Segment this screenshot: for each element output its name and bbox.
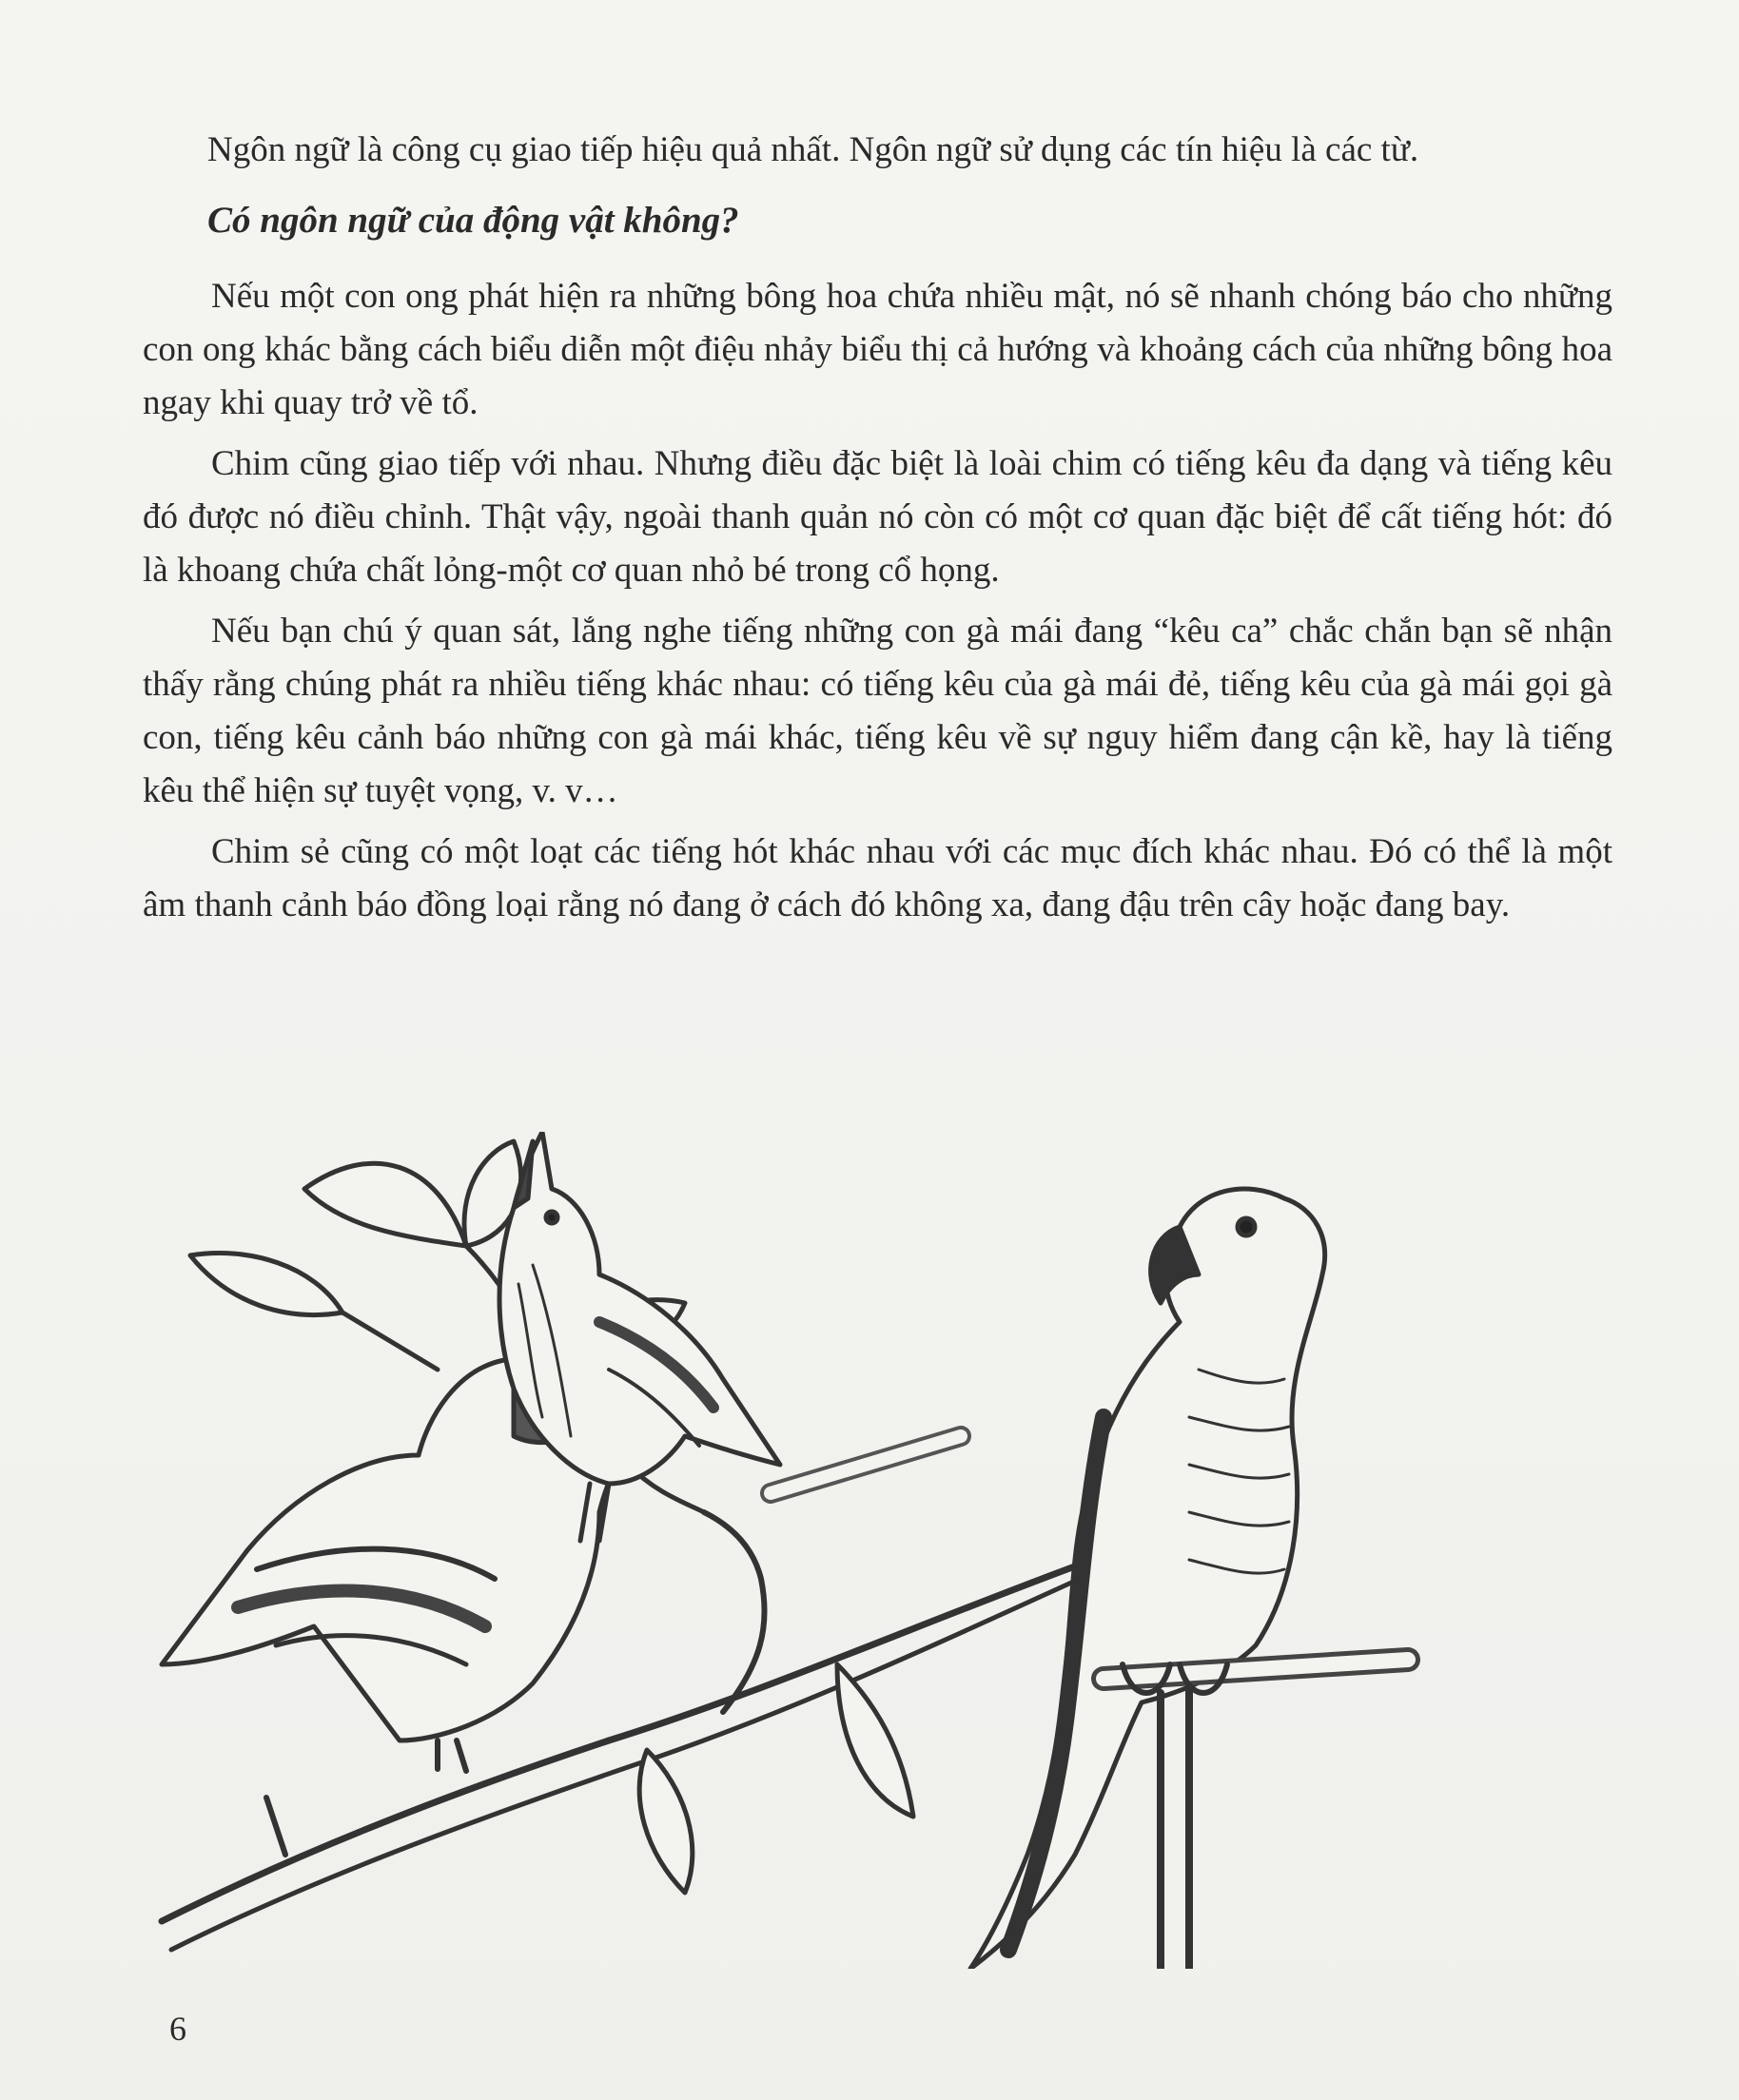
paragraph-bee: Nếu một con ong phát hiện ra những bông hoa chứa nhiều mật, nó sẽ nhanh chóng báo cho những con ong khác bằng cách biểu diễn một điệu nhảy biểu thị cả hướng và khoảng cách của những bông hoa ngay khi quay trở về tổ. (143, 277, 1612, 422)
intro-paragraph: Ngôn ngữ là công cụ giao tiếp hiệu quả nhất. Ngôn ngữ sử dụng các tín hiệu là các từ. (207, 130, 1419, 169)
page-number: 6 (169, 2010, 186, 2048)
text-block (143, 124, 1612, 940)
paragraph-birds: Chim cũng giao tiếp với nhau. Nhưng điều đặc biệt là loài chim có tiếng kêu đa dạng và tiếng kêu đó được nó điều chỉnh. Thật vậy, ngoài thanh quản nó còn có một cơ quan đặc biệt để cất tiếng hót: đó là khoang chứa chất lỏng-một cơ quan nhỏ bé trong cổ họng. (143, 444, 1612, 590)
paragraph-sparrows: Chim sẻ cũng có một loạt các tiếng hót khác nhau với các mục đích khác nhau. Đó có thể là một âm thanh cảnh báo đồng loại rằng nó đang ở cách đó không xa, đang đậu trên cây hoặc đang bay. (143, 832, 1612, 924)
birds-illustration (152, 1132, 1636, 1969)
paragraph-hens: Nếu bạn chú ý quan sát, lắng nghe tiếng những con gà mái đang “kêu ca” chắc chắn bạn sẽ nhận thấy rằng chúng phát ra nhiều tiếng khác nhau: có tiếng kêu của gà mái đẻ, tiếng kêu của gà mái gọi gà con, tiếng kêu cảnh báo những con gà mái khác, tiếng kêu về sự nguy hiểm đang cận kề, hay là tiếng kêu thể hiện sự tuyệt vọng, v. v… (143, 612, 1612, 810)
section-heading: Có ngôn ngữ của động vật không? (207, 200, 739, 241)
